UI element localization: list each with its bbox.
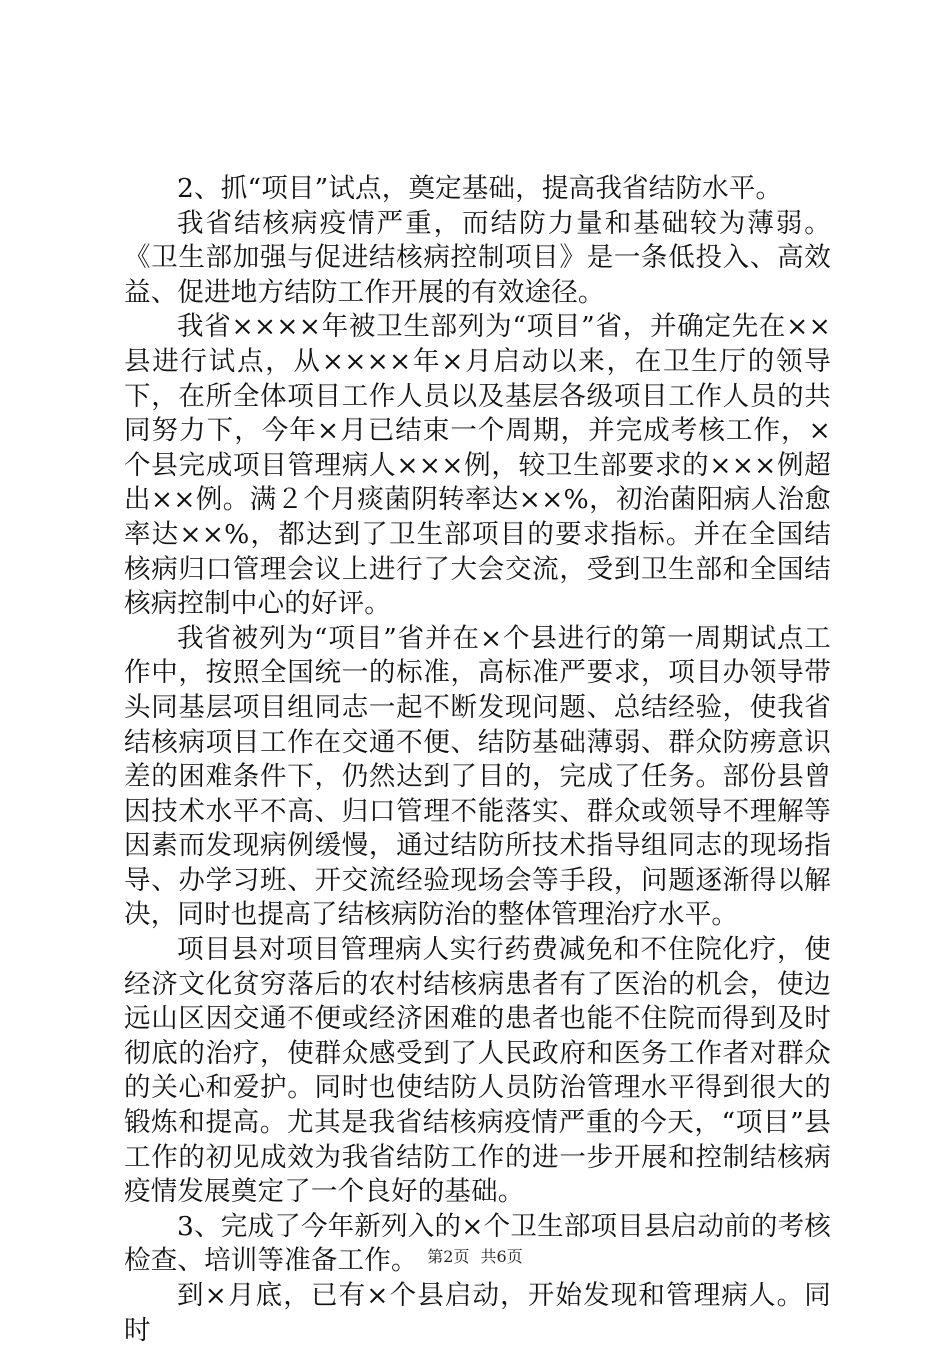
paragraph: 我省××××年被卫生部列为“项目”省，并确定先在××县进行试点，从××××年×月启动以来，在卫生厅的领导下，在所全体项目工作人员以及基层各级项目工作人员的共同努力下，今年×月已结束一个周期，并完成考核工作，×个县完成项目管理病人×××例，较卫生部要求的×××例超出××例。满２个月痰菌阴转率达××%，初治菌阳病人治愈率达××%，都达到了卫生部项目的要求指标。并在全国结核病归口管理会议上进行了大会交流，受到卫生部和全国结核病控制中心的好评。	[124, 311, 831, 620]
paragraph-heading-2: 2、抓“项目”试点，奠定基础，提高我省结防水平。	[177, 173, 783, 204]
paragraph-heading-3: 3、完成了今年新列入的×个卫生部项目县启动前的考核检查、培训等准备工作。	[124, 1210, 831, 1277]
paragraph: 项目县对项目管理病人实行药费减免和不住院化疗，使经济文化贫穷落后的农村结核病患者有了医治的机会，使边远山区因交通不便或经济困难的患者也能不住院而得到及时彻底的治疗，使群众感受到了人民政府和医务工作者对群众的关心和爱护。同时也使结防人员防治管理水平得到很大的锻炼和提高。尤其是我省结核病疫情严重的今天，“项目”县工作的初见成效为我省结防工作的进一步开展和控制结核病疫情发展奠定了一个良好的基础。	[124, 934, 831, 1208]
paragraph: 我省被列为“项目”省并在×个县进行的第一周期试点工作中，按照全国统一的标准，高标准严要求，项目办领导带头同基层项目组同志一起不断发现问题、总结经验，使我省结核病项目工作在交通不便、结防基础薄弱、群众防痨意识差的困难条件下，仍然达到了目的，完成了任务。部份县曾因技术水平不高、归口管理不能落实、群众或领导不理解等因素而发现病例缓慢，通过结防所技术指导组同志的现场指导、办学习班、开交流经验现场会等手段，问题逐渐得以解决，同时也提高了结核病防治的整体管理治疗水平。	[124, 622, 831, 931]
page-total: 共6页	[480, 1247, 523, 1266]
page-number: 第2页	[427, 1247, 470, 1266]
paragraph: 我省结核病疫情严重，而结防力量和基础较为薄弱。《卫生部加强与促进结核病控制项目》是一条低投入、高效益、促进地方结防工作开展的有效途径。	[124, 207, 831, 308]
page-footer	[0, 1244, 950, 1267]
document-body	[124, 172, 831, 1348]
paragraph: 到×月底，已有×个县启动，开始发现和管理病人。同时	[124, 1280, 831, 1346]
